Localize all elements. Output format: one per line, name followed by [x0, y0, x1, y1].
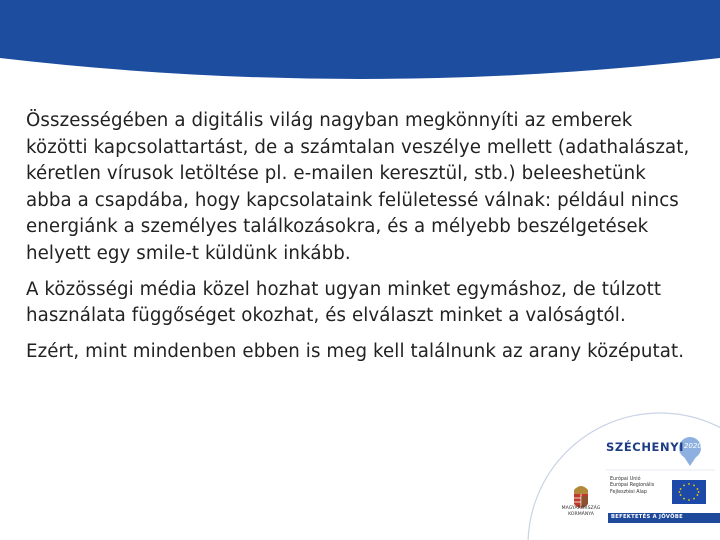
hungarian-coat-of-arms-icon: [574, 486, 588, 508]
eu-caption-line: Fejlesztési Alap: [610, 489, 647, 495]
header-band: [0, 0, 720, 92]
investment-slogan: BEFEKTETÉS A JÖVŐBE: [611, 514, 683, 520]
paragraph-3: Ezért, mint mindenben ebben is meg kell találnunk az arany középutat.: [26, 340, 685, 362]
szechenyi-badge: [510, 410, 720, 540]
paragraph-1: Összességében a digitális világ nagyban megkönnyíti az emberek közötti kapcsolattartást, de a számtalan veszélye mellett (adathalászat, kéretlen vírusok letöltése pl. e-mailen keresztül, stb.) beleeshetünk abba a csapdába, hogy kapcsolataink felületessé válnak: például nincs energiánk a személyes találkozásokra, és a mélyebb beszélgetések helyett egy smile-t küldünk inkább.: [26, 110, 690, 264]
government-caption: [556, 506, 606, 518]
eu-caption: [610, 477, 672, 496]
badge-title: SZÉCHENYI: [606, 440, 685, 454]
eu-caption-line: Európai Regionális: [610, 483, 655, 489]
government-caption-line: KORMÁNYA: [568, 512, 594, 518]
eu-flag-icon: [672, 480, 706, 504]
paragraph-2: A közösségi média közel hozhat ugyan minket egymáshoz, de túlzott használata függőséget okozhat, és elválaszt minket a valóságtól.: [26, 278, 662, 327]
badge-year: 2020: [684, 442, 702, 450]
slide-body: [26, 108, 696, 374]
government-caption-line: MAGYARORSZÁG: [561, 506, 601, 511]
eu-caption-line: Európai Unió: [610, 477, 641, 482]
